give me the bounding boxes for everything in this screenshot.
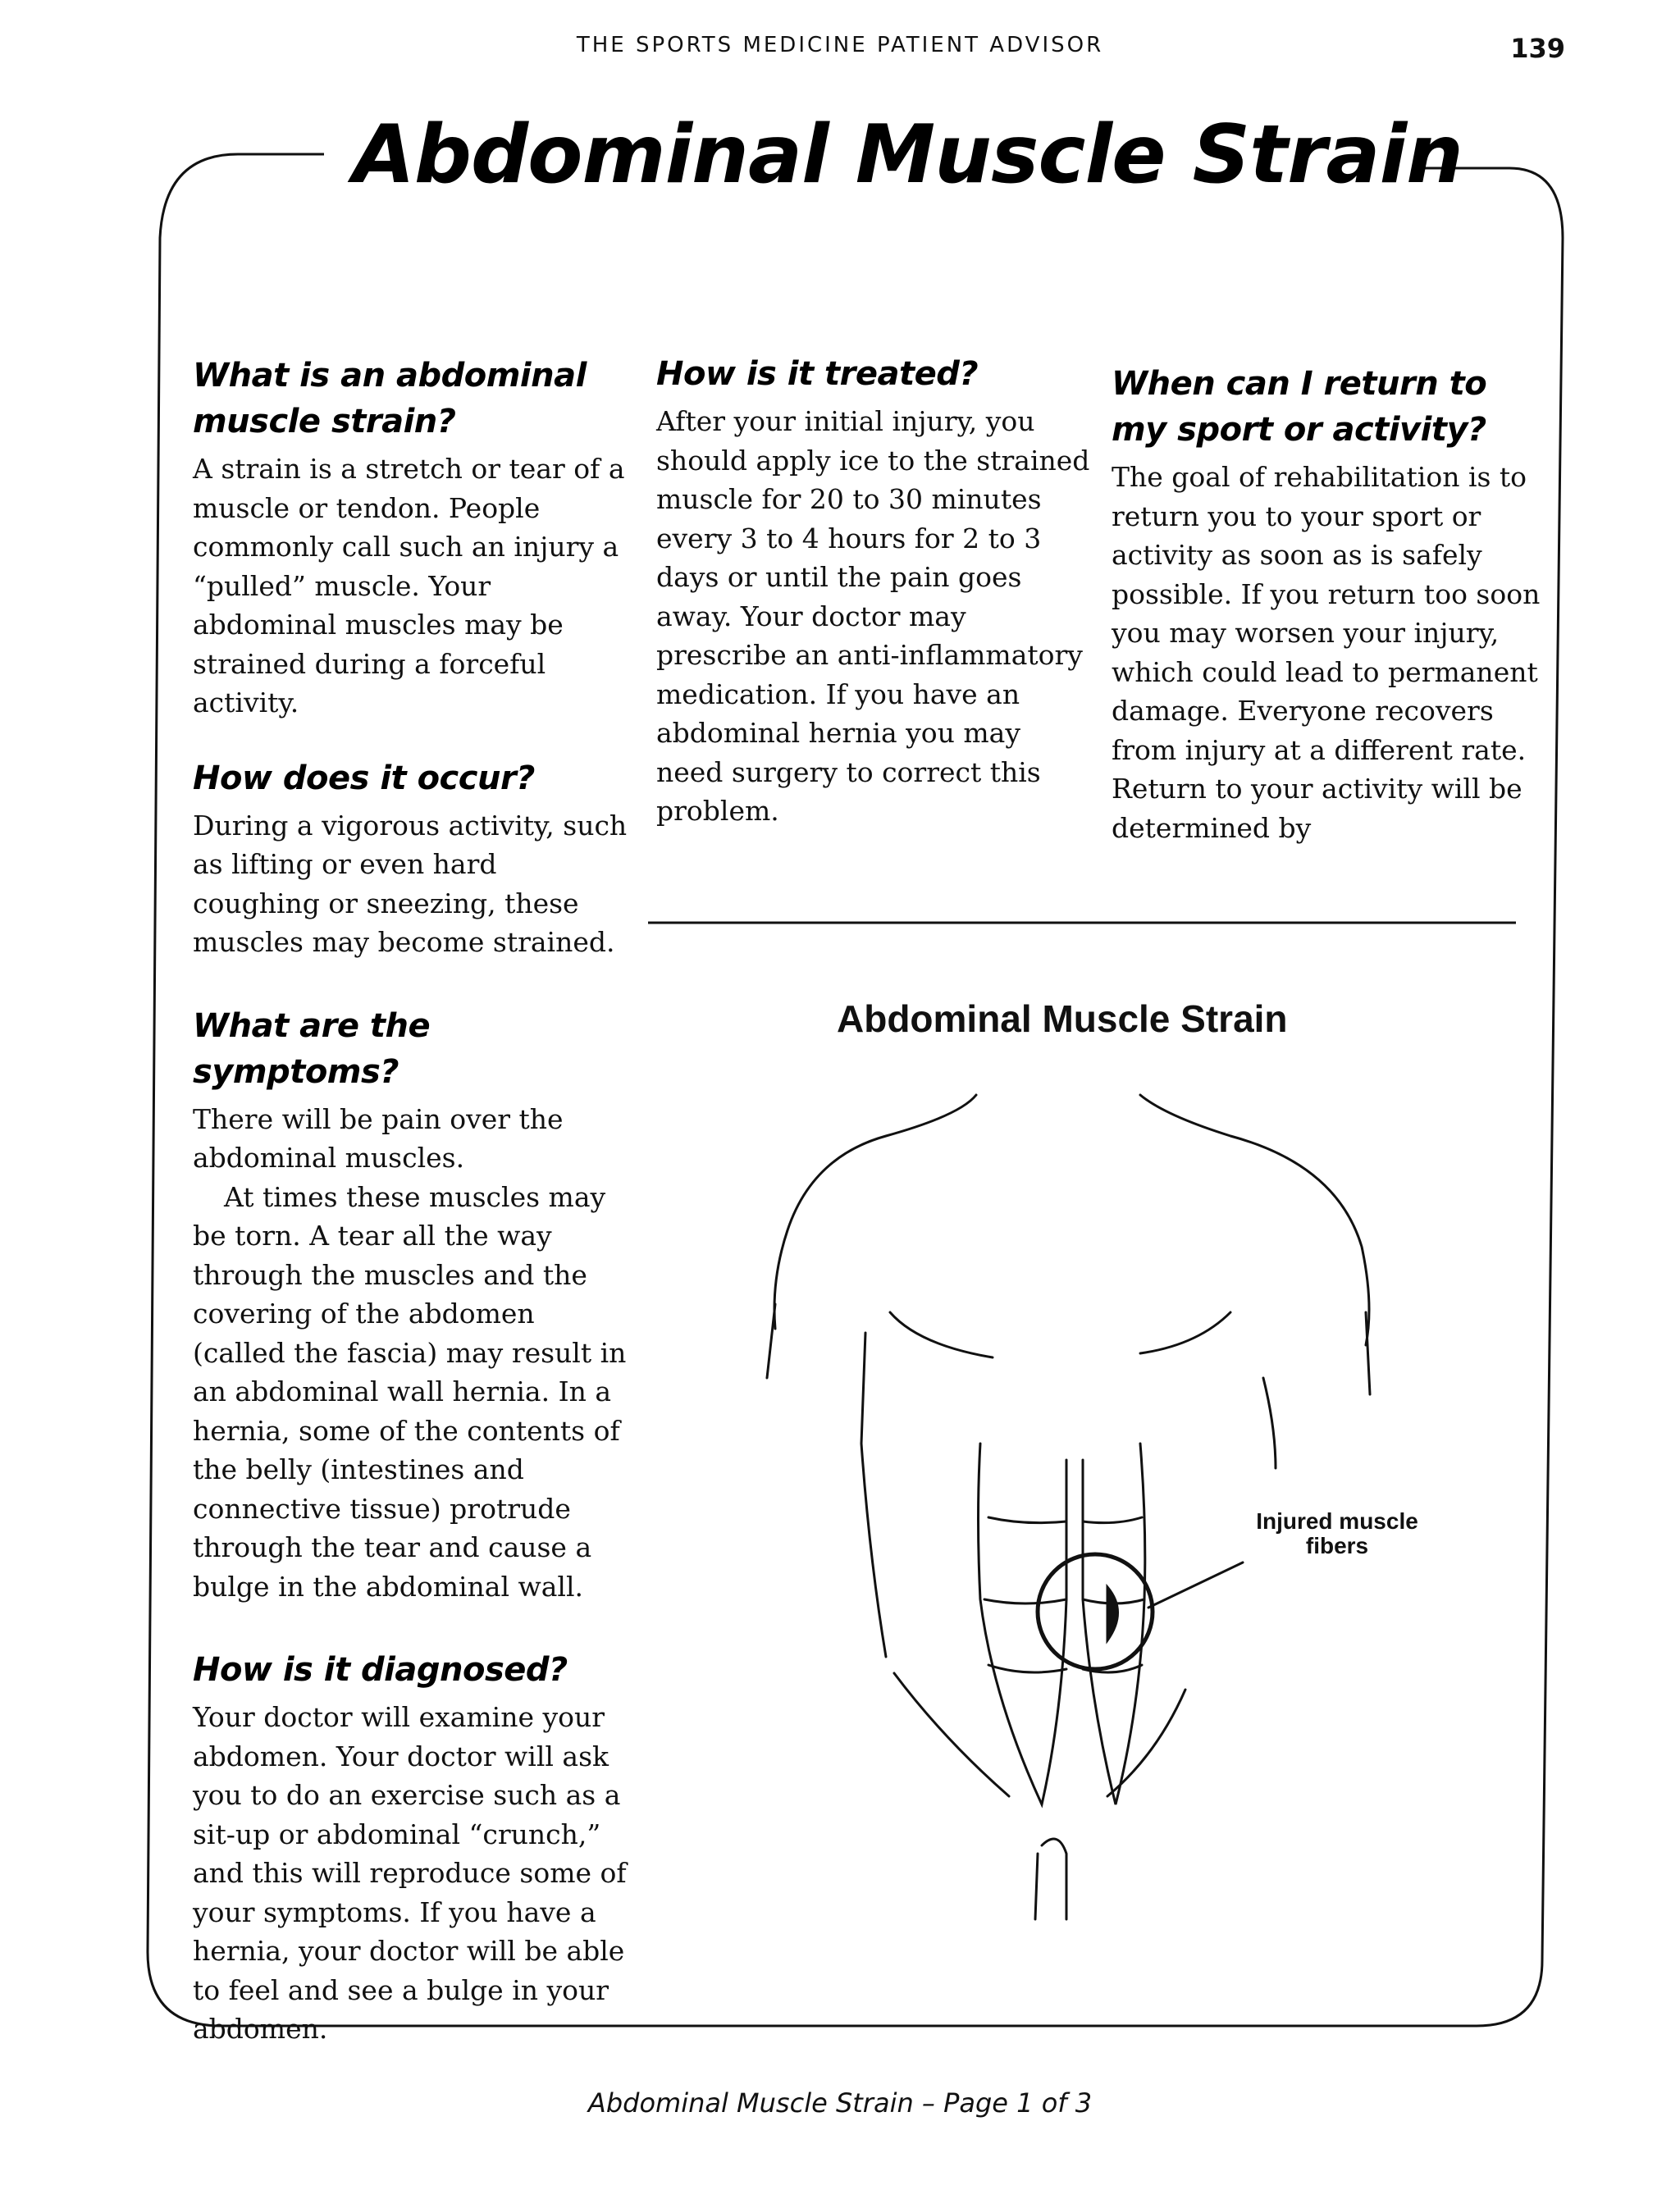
section-heading: What is an abdominal muscle strain? bbox=[193, 357, 587, 440]
column-middle bbox=[656, 351, 1091, 831]
page-number: 139 bbox=[1510, 33, 1565, 64]
running-head: THE SPORTS MEDICINE PATIENT ADVISOR bbox=[576, 33, 1104, 57]
column-right bbox=[1112, 361, 1546, 847]
figure-title: Abdominal Muscle Strain bbox=[837, 997, 1288, 1040]
section-heading: What are the symptoms? bbox=[193, 1006, 431, 1091]
section-what-is bbox=[193, 353, 628, 723]
page-title: Abdominal Muscle Strain bbox=[353, 108, 1463, 202]
section-body: After your initial injury, you should apply ice to the strained muscle for 20 to 30 minutes every 3 to 4 hours for 2 to 3 days or until the pain goes away. Your doctor may prescribe an anti-inflammatory medication. If you have an abdominal hernia you may need surgery to correct this problem. bbox=[656, 405, 1090, 827]
section-heading: How is it diagnosed? bbox=[193, 1651, 568, 1689]
section-treated bbox=[656, 351, 1091, 831]
injury-circle bbox=[1038, 1554, 1153, 1669]
section-heading: How is it treated? bbox=[656, 355, 979, 393]
section-body: During a vigorous activity, such as lifting or even hard coughing or sneezing, these muscles may become strained. bbox=[193, 809, 628, 958]
column-left bbox=[193, 353, 628, 2049]
section-return bbox=[1112, 361, 1546, 847]
label-leader bbox=[1148, 1562, 1243, 1608]
section-body-continued: At times these muscles may be torn. A tear all the way through the muscles and the covering of the abdomen (called the fascia) may result in an abdominal wall hernia. In a hernia, some of the contents of the belly (intestines and connective tissue) protrude through the tear and cause a bulge in the abdominal wall. bbox=[193, 1180, 627, 1603]
section-occur bbox=[193, 755, 628, 962]
page-footer: Abdominal Muscle Strain – Page 1 of 3 bbox=[587, 2087, 1093, 2119]
section-symptoms bbox=[193, 1003, 628, 1607]
section-body: Your doctor will examine your abdomen. Your doctor will ask you to do an exercise such as a sit-up or abdominal “crunch,” and this will reproduce some of your symptoms. If you have a hernia, your doctor will be able to feel and see a bulge in your abdomen. bbox=[193, 1701, 627, 2045]
section-body: The goal of rehabilitation is to return you to your sport or activity as soon as is safely possible. If you return too soon you may worsen your injury, which could lead to permanent damage. Everyone recovers from injury at a different rate. Return to your activity will be determined by bbox=[1112, 461, 1541, 844]
section-diagnosed bbox=[193, 1647, 628, 2049]
section-heading: How does it occur? bbox=[193, 759, 535, 797]
section-heading: When can I return to my sport or activity? bbox=[1112, 365, 1487, 449]
section-body: There will be pain over the abdominal muscles. bbox=[193, 1102, 564, 1174]
figure-label: Injured muscle fibers bbox=[1256, 1508, 1418, 1558]
section-body: A strain is a stretch or tear of a muscle or tendon. People commonly call such an injury a “pulled” muscle. Your abdominal muscles may be strained during a forceful activity. bbox=[193, 453, 625, 718]
torso-illustration bbox=[767, 1095, 1370, 1919]
